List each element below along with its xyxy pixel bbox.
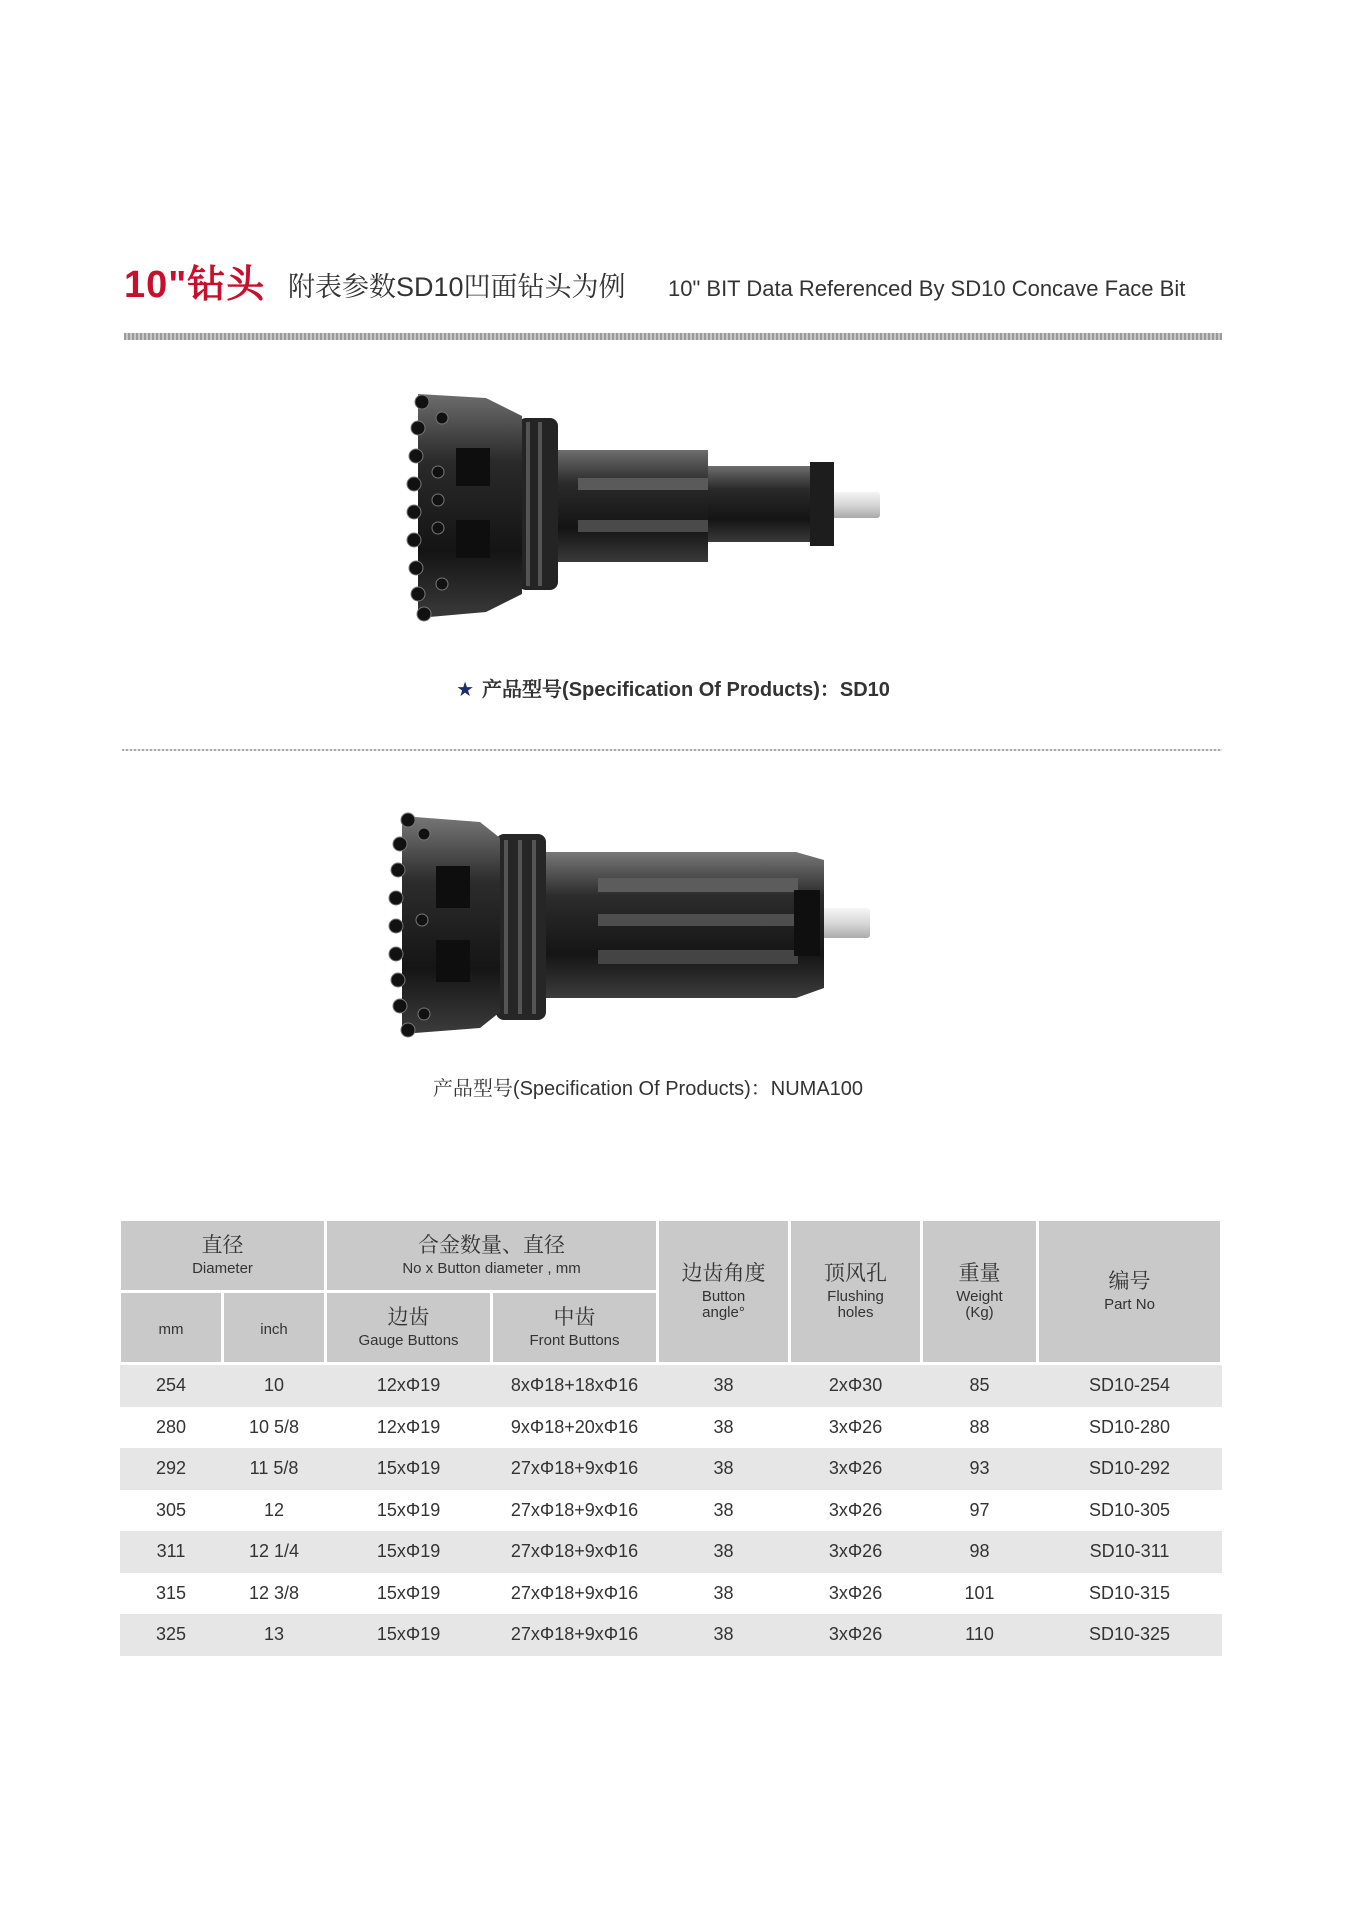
sd10-spec-text: 产品型号(Specification Of Products)：SD10 [482, 679, 890, 701]
table-row [120, 1364, 1222, 1407]
table-row [120, 1531, 1222, 1573]
cell-weight: 88 [922, 1407, 1038, 1449]
cell-inch: 10 [223, 1364, 326, 1407]
cell-gauge: 12xΦ19 [326, 1364, 492, 1407]
sd10-bit-image [398, 388, 890, 628]
numa100-bit-image [384, 808, 880, 1040]
middle-divider [122, 749, 1222, 751]
cell-mm: 254 [120, 1364, 223, 1407]
cell-flushing: 3xΦ26 [790, 1531, 922, 1573]
cell-inch: 12 1/4 [223, 1531, 326, 1573]
cell-inch: 13 [223, 1614, 326, 1656]
cell-weight: 101 [922, 1573, 1038, 1615]
cell-flushing: 3xΦ26 [790, 1573, 922, 1615]
cell-angle: 38 [658, 1407, 790, 1449]
title-main: 10"钻头 [124, 264, 266, 306]
cell-mm: 292 [120, 1448, 223, 1490]
cell-part-no: SD10-325 [1038, 1614, 1222, 1656]
cell-mm: 325 [120, 1614, 223, 1656]
star-icon: ★ [456, 679, 475, 701]
cell-angle: 38 [658, 1448, 790, 1490]
front-buttons-header: 中齿 Front Buttons [492, 1292, 658, 1364]
cell-part-no: SD10-280 [1038, 1407, 1222, 1449]
cell-gauge: 15xΦ19 [326, 1573, 492, 1615]
cell-gauge: 12xΦ19 [326, 1407, 492, 1449]
title-chinese: 附表参数SD10凹面钻头为例 [288, 272, 626, 302]
button-angle-header: 边齿角度 Button angle° [658, 1220, 790, 1364]
cell-gauge: 15xΦ19 [326, 1490, 492, 1532]
cell-flushing: 3xΦ26 [790, 1448, 922, 1490]
numa100-caption: 产品型号(Specification Of Products)：NUMA100 [432, 1078, 864, 1100]
cell-mm: 305 [120, 1490, 223, 1532]
cell-angle: 38 [658, 1364, 790, 1407]
mm-header: mm [120, 1292, 223, 1364]
cell-part-no: SD10-305 [1038, 1490, 1222, 1532]
buttons-header: 合金数量、直径 No x Button diameter , mm [326, 1220, 658, 1292]
page-title [124, 253, 1224, 306]
cell-gauge: 15xΦ19 [326, 1531, 492, 1573]
cell-part-no: SD10-315 [1038, 1573, 1222, 1615]
cell-part-no: SD10-292 [1038, 1448, 1222, 1490]
sd10-caption [0, 673, 1346, 702]
cell-inch: 11 5/8 [223, 1448, 326, 1490]
cell-weight: 110 [922, 1614, 1038, 1656]
cell-front: 27xΦ18+9xΦ16 [492, 1573, 658, 1615]
table-row [120, 1407, 1222, 1449]
top-divider [124, 333, 1222, 340]
flushing-holes-header: 顶风孔 Flushing holes [790, 1220, 922, 1364]
cell-flushing: 3xΦ26 [790, 1614, 922, 1656]
cell-weight: 85 [922, 1364, 1038, 1407]
cell-mm: 315 [120, 1573, 223, 1615]
cell-flushing: 2xΦ30 [790, 1364, 922, 1407]
diameter-header: 直径 Diameter [120, 1220, 326, 1292]
cell-weight: 97 [922, 1490, 1038, 1532]
cell-part-no: SD10-254 [1038, 1364, 1222, 1407]
cell-weight: 98 [922, 1531, 1038, 1573]
table-row [120, 1614, 1222, 1656]
cell-inch: 10 5/8 [223, 1407, 326, 1449]
cell-angle: 38 [658, 1531, 790, 1573]
table-row [120, 1490, 1222, 1532]
cell-flushing: 3xΦ26 [790, 1490, 922, 1532]
gauge-buttons-header: 边齿 Gauge Buttons [326, 1292, 492, 1364]
cell-front: 8xΦ18+18xΦ16 [492, 1364, 658, 1407]
spec-table [118, 1218, 1220, 1656]
cell-weight: 93 [922, 1448, 1038, 1490]
cell-flushing: 3xΦ26 [790, 1407, 922, 1449]
cell-gauge: 15xΦ19 [326, 1448, 492, 1490]
title-english: 10" BIT Data Referenced By SD10 Concave Face Bit [668, 276, 1186, 301]
inch-header: inch [223, 1292, 326, 1364]
part-no-header: 编号 Part No [1038, 1220, 1222, 1364]
cell-angle: 38 [658, 1573, 790, 1615]
table-row [120, 1573, 1222, 1615]
weight-header: 重量 Weight (Kg) [922, 1220, 1038, 1364]
cell-gauge: 15xΦ19 [326, 1614, 492, 1656]
table-row [120, 1448, 1222, 1490]
cell-front: 27xΦ18+9xΦ16 [492, 1490, 658, 1532]
cell-inch: 12 [223, 1490, 326, 1532]
cell-part-no: SD10-311 [1038, 1531, 1222, 1573]
cell-mm: 311 [120, 1531, 223, 1573]
cell-angle: 38 [658, 1490, 790, 1532]
cell-front: 9xΦ18+20xΦ16 [492, 1407, 658, 1449]
cell-front: 27xΦ18+9xΦ16 [492, 1448, 658, 1490]
cell-front: 27xΦ18+9xΦ16 [492, 1531, 658, 1573]
table-body [120, 1364, 1222, 1656]
cell-inch: 12 3/8 [223, 1573, 326, 1615]
cell-mm: 280 [120, 1407, 223, 1449]
cell-angle: 38 [658, 1614, 790, 1656]
cell-front: 27xΦ18+9xΦ16 [492, 1614, 658, 1656]
